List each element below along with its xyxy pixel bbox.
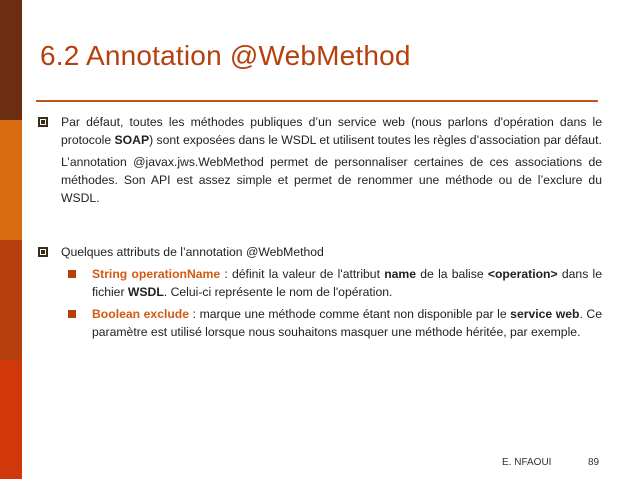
square-bullet-icon xyxy=(68,270,76,278)
footer-author: E. NFAOUI xyxy=(502,457,552,468)
square-bullet-icon xyxy=(38,117,48,127)
sub-item-text: Boolean exclude : marque une méthode comme étant non disponible par le service web. Ce paramètre est utilisé lorsque nous souhaitons masquer une méthode héritée, par exemple. xyxy=(92,307,603,339)
sub-item-text: String operationName : définit la valeur de l'attribut name de la balise <operation> dans le fichier WSDL. Celui-ci représente le nom de l'opération. xyxy=(92,267,602,299)
square-bullet-icon xyxy=(68,310,76,318)
accent-bar-segment xyxy=(0,360,22,479)
left-accent-bar xyxy=(0,0,22,479)
square-bullet-icon xyxy=(38,247,48,257)
title-underline xyxy=(36,100,598,102)
accent-bar-segment xyxy=(0,0,22,120)
bullet-paragraph xyxy=(61,113,602,207)
bullet-heading: Quelques attributs de l’annotation @WebMethod xyxy=(61,245,324,259)
sub-list-item xyxy=(92,265,602,301)
bullet-item xyxy=(36,113,602,207)
slide-title: 6.2 Annotation @WebMethod xyxy=(40,40,411,71)
api-paragraph: L’annotation @javax.jws.WebMethod permet de personnaliser certaines de ces associations de méthodes. Son API est assez simple et permet de renommer une méthode ou de l’exclure du WSDL. xyxy=(61,155,602,205)
bullet-item xyxy=(36,243,602,261)
page-number: 89 xyxy=(588,457,600,468)
accent-bar-segment xyxy=(0,240,22,360)
intro-paragraph: Par défaut, toutes les méthodes publiques d’un service web (nous parlons d'opération dans le protocole SOAP) sont exposées dans le WSDL et utilisent toutes les règles d’association par défaut. xyxy=(61,115,602,147)
sub-list-item xyxy=(92,305,602,341)
accent-bar-segment xyxy=(0,120,22,240)
